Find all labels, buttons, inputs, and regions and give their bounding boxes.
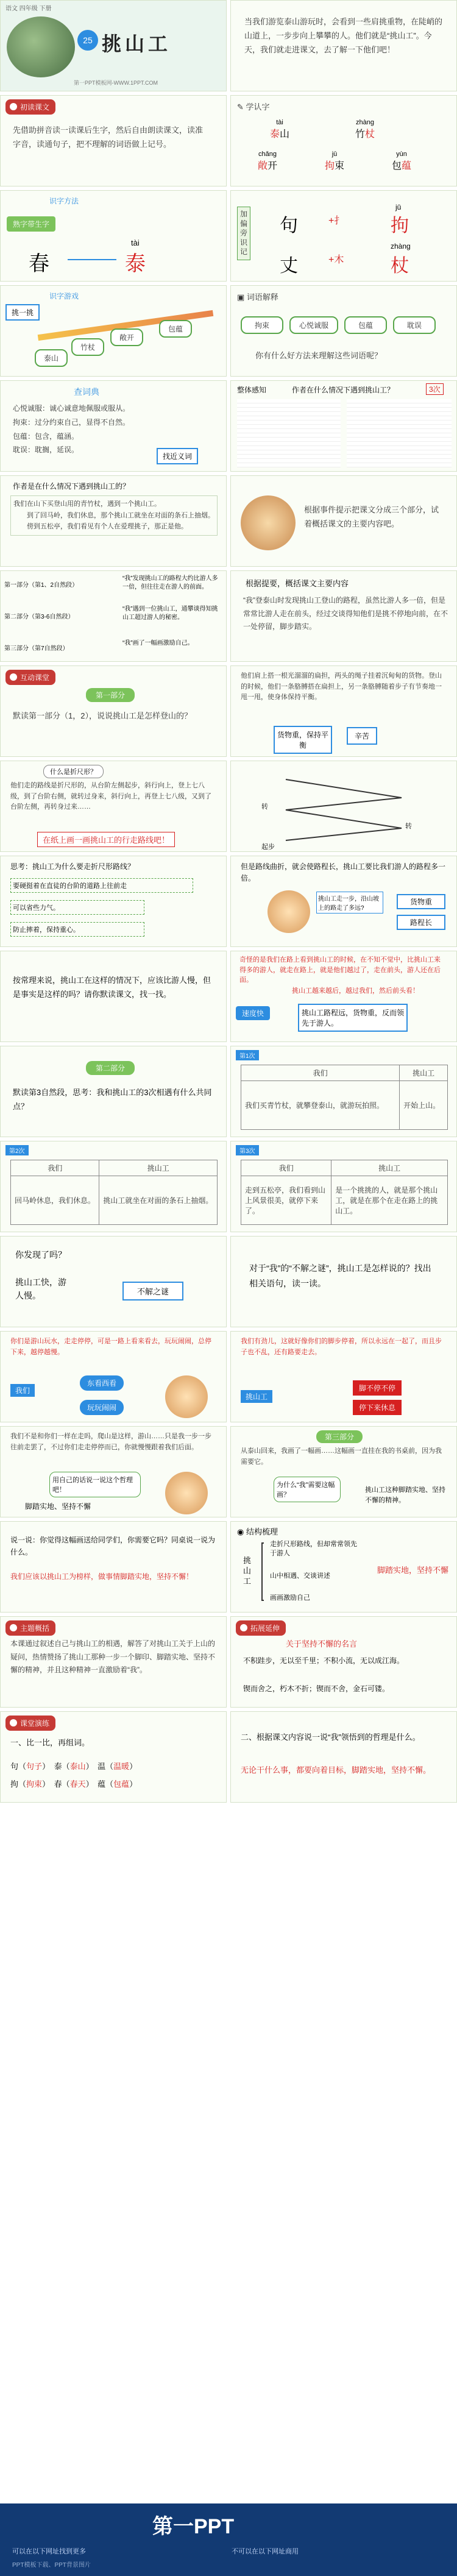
char-tai: 泰 xyxy=(125,252,146,275)
slide-34 xyxy=(230,1521,457,1613)
slide-16 xyxy=(230,665,457,757)
slide-7 xyxy=(0,285,227,377)
pen-icon: ✎ xyxy=(237,102,246,112)
summary: “我”登泰山时发现挑山工登山的路程，虽然比游人多一倍，但是常常比游人走在前头，经过交谈得知他们是挑不停地向前，在不一处停留，脚步踏实。 xyxy=(243,596,448,631)
section-title: ◉ 结构梳理 xyxy=(237,1527,278,1536)
slide-23 xyxy=(0,1046,227,1137)
slide-32 xyxy=(230,1426,457,1517)
char: 拘 xyxy=(391,216,409,236)
bubble: 玩玩闹闹 xyxy=(80,1400,124,1415)
website: 第一PPT模板网-WWW.1PPT.COM xyxy=(74,80,158,86)
pinyin: tài xyxy=(131,238,140,247)
structure-item: 山中相遇、交谈讲述 xyxy=(270,1572,330,1580)
question: 思考：挑山工为什么要走折尺形路线？ xyxy=(10,862,135,871)
comparison-table: 我们 挑山工 回马岭休息，我们休息。 挑山工就坐在对面的条石上抽烟。 xyxy=(10,1160,218,1225)
instruction: 按常理来说，挑山工在这样的情况下，应该比游人慢，但是事实是这样的吗？请你默读课文，找一找。 xyxy=(13,976,211,999)
question-bubble: 用自己的话说一说这个哲理吧！ xyxy=(49,1472,141,1497)
intro-text: 当我们游览泰山游玩时，会看到一些肩挑重物，在陡峭的山道上，一步步向上攀攀的人。他们就是“挑山工”。今天，我们就走进课文，去了解一下他们吧！ xyxy=(244,17,443,54)
quote: 锲而舍之，朽木不折；锲而不舍，金石可镂。 xyxy=(243,1684,390,1693)
center-node: 挑山工 xyxy=(243,1556,252,1586)
instruction: 对于“我”的“不解之谜”，挑山工是怎样说的？找出相关语句，读一读。 xyxy=(249,1263,431,1289)
question: 作者在什么情况下遇到挑山工？ xyxy=(292,386,395,394)
text: 但是路线曲折，就会使路程长，挑山工要比我们游人的路程多一倍。 xyxy=(241,862,446,883)
question: 默读第一部分（1，2），说说挑山工是怎样登山的？ xyxy=(13,711,192,720)
slide-2 xyxy=(230,0,457,91)
finding: 挑山工快，游人慢。 xyxy=(15,1277,66,1301)
label-box: 货物重，保持平衡 xyxy=(274,726,332,754)
speech-bubble: 挑山工走一步，沿山坡上的路走了多远? xyxy=(316,892,383,914)
illustration xyxy=(267,890,310,933)
section-tag: 拓展延伸 xyxy=(236,1620,286,1636)
char: 杖 xyxy=(391,256,409,276)
slide-4 xyxy=(230,95,457,186)
textbook-page-right xyxy=(347,399,452,467)
part-label: 第一部分（第1、2自然段） xyxy=(4,582,79,589)
book-icon: ▣ xyxy=(237,293,247,302)
quote: 从泰山回来，我画了一幅画……这幅画一直挂在我的书桌前，因为我需要它。 xyxy=(241,1447,442,1466)
radical: +木 xyxy=(328,255,344,265)
slide-30 xyxy=(230,1331,457,1422)
section-tag: 主题概括 xyxy=(5,1620,55,1636)
question: 你发现了吗？ xyxy=(15,1250,66,1260)
slide-15 xyxy=(0,665,227,757)
slide-18 xyxy=(230,761,457,852)
conclusion: 脚踏实地，坚持不懈 xyxy=(377,1566,449,1575)
label-box: 货物重 xyxy=(397,894,445,909)
zigzag-path-diagram xyxy=(267,767,420,846)
word-item: tài 泰山 xyxy=(269,119,290,140)
comparison-table: 我们 挑山工 走到五松亭，我们看到山上风景很美，就停下来了。 是一个挑挑的人，就是那个挑山工，就是在那个在走在路上的挑山工。 xyxy=(241,1160,448,1225)
book-header: 语文 四年级 下册 xyxy=(5,5,52,12)
label: 速度快 xyxy=(236,1006,270,1020)
structure-icon: ◉ xyxy=(237,1527,246,1536)
section-title: ▣ 词语解释 xyxy=(237,293,278,302)
slide-33 xyxy=(0,1521,227,1613)
label: 挑山工 xyxy=(241,1390,272,1403)
title: 查词典 xyxy=(74,387,99,397)
answer: 无论干什么事，都要向着目标，脚踏实地，坚持不懈。 xyxy=(241,1765,431,1775)
slide-25 xyxy=(0,1141,227,1232)
count-badge: 3次 xyxy=(426,383,444,395)
bubble: 东看西看 xyxy=(80,1375,124,1391)
slide-6 xyxy=(230,190,457,282)
method-label: 熟字带生字 xyxy=(7,216,55,232)
answer: 我们应该以挑山工为榜样，做事情脚踏实地，坚持不懈！ xyxy=(10,1572,194,1581)
game-card[interactable]: 敞开 xyxy=(110,328,143,346)
slide-28 xyxy=(230,1236,457,1327)
slide-5 xyxy=(0,190,227,282)
quote: 不积跬步，无以至千里；不积小流，无以成江海。 xyxy=(243,1656,405,1665)
subtitle: 第二部分 xyxy=(86,1061,135,1075)
answer: 可以省些力气。 xyxy=(10,900,144,915)
side-label: 加偏旁识记 xyxy=(237,207,250,260)
slide-10 xyxy=(230,380,457,472)
footer-link[interactable]: 不可以在以下网址商用 xyxy=(232,2548,299,2555)
slide-37 xyxy=(0,1711,227,1803)
theme-summary: 本课通过叙述自己与挑山工的相遇，解答了对挑山工关于上山的疑问，热情赞扬了挑山工那种一步一个脚印、脚踏实地、坚持不懈的精神，并且这种精神一直激励着“我”。 xyxy=(10,1639,216,1675)
method-title: 识字游戏 xyxy=(49,292,79,300)
title: 关于坚持不懈的名言 xyxy=(286,1639,358,1648)
word-item: yùn 包蕴 xyxy=(391,151,412,171)
game-start[interactable]: 挑一挑 xyxy=(5,304,40,321)
path-label: 转 xyxy=(405,823,412,830)
slide-1 xyxy=(0,0,227,91)
illustration xyxy=(165,1375,208,1418)
slide-3 xyxy=(0,95,227,186)
quote: 他们肩上搭一根光溜溜的扁担，两头的绳子挂着沉甸甸的货物。登山的时候，他们一条胳膊搭在扁担上，另一条胳膊随着步子有节奏地一甩一甩，使身体保持平衡。 xyxy=(241,672,442,701)
label-box: 路程长 xyxy=(397,915,445,930)
label-red: 脚不停不停 xyxy=(353,1380,402,1396)
part-text: “我”画了一幅画激励自己。 xyxy=(122,640,194,647)
question: 一、比一比，再组词。 xyxy=(10,1738,90,1747)
slide-31 xyxy=(0,1426,227,1517)
part-label: 第二部分（第3-6自然段） xyxy=(4,614,74,620)
slide-38 xyxy=(230,1711,457,1803)
question: 默读第3自然段，思考：我和挑山工的3次相遇有什么共同点？ xyxy=(13,1088,212,1112)
exercise-row: 拘（拘束） 春（春天） 蕴（包蕴） xyxy=(10,1779,138,1789)
slide-22 xyxy=(230,951,457,1042)
section-title: ✎ 学认字 xyxy=(237,102,270,112)
definitions: 心悦诚服：诚心诚意地佩服或服从。 拘束：过分约束自己，显得不自然。 包蕴：包含，蕴涵。 耽误：耽搁，延误。 xyxy=(13,404,130,455)
subtitle: 第一部分 xyxy=(86,688,135,702)
radical: +扌 xyxy=(328,216,344,226)
quote: 我们有劲儿，这就好像你们的脚步停着，所以永远在一起了，而且步子也不乱，还有路要走去。 xyxy=(241,1338,442,1356)
arrow xyxy=(68,259,116,260)
bracket xyxy=(261,1542,264,1601)
section-tag: 互动课堂 xyxy=(5,670,55,685)
label: 我们 xyxy=(10,1384,35,1397)
question-bubble: 为什么“我”需要这幅画？ xyxy=(274,1477,341,1502)
slide-26 xyxy=(230,1141,457,1232)
mountain-image xyxy=(7,16,75,77)
slide-17 xyxy=(0,761,227,852)
game-card[interactable]: 泰山 xyxy=(35,349,68,367)
part-label: 第三部分（第7自然段） xyxy=(4,645,69,652)
word-item: chǎng 敞开 xyxy=(257,151,278,171)
slide-20 xyxy=(230,856,457,947)
path-label: 转 xyxy=(261,803,268,811)
part-text: “我”遇到一位挑山工，通攀谈得知挑山工超过游人的秘密。 xyxy=(122,606,218,621)
question: 作者是在什么情况下遇到挑山工的？ xyxy=(13,482,130,491)
tag: 第2次 xyxy=(5,1145,29,1155)
brand-logo: 第一PPT xyxy=(152,2515,235,2538)
footer-sub: PPT模板下载、PPT背景图片 xyxy=(12,2562,91,2569)
method-title: 识字方法 xyxy=(49,197,79,205)
structure-item: 走折尺形路线，但却常常领先于游人 xyxy=(270,1541,357,1558)
quote-2: 挑山工越来越后，越过我们，然后前头看！ xyxy=(292,987,419,995)
quote: 他们走的路线是折尺形的，从台阶左侧起步，斜行向上，登上七八级，到了台阶右侧，就转过身来，斜行向上，再登上七八级，又到了台阶左侧，再转身过来…… xyxy=(10,782,211,811)
word-card[interactable]: 拘束 xyxy=(241,316,283,334)
illustration xyxy=(241,495,296,550)
label-red: 停下来休息 xyxy=(353,1400,402,1415)
word-card[interactable]: 包蕴 xyxy=(344,316,387,334)
word-card[interactable]: 心悦诚服 xyxy=(289,316,338,334)
reading-instruction: 先借助拼音读一读课后生字，然后自由朗读课文，读准字音，读通句子，把不理解的词语做上记号。 xyxy=(13,126,204,149)
question: 什么是折尺形？ xyxy=(43,765,104,778)
title: 根据提要，概括课文主要内容 xyxy=(246,579,349,588)
quote: 奇怪的是我们在路上看到挑山工的时候，在不知不觉中，比挑山工来得多的游人，就走在路上，就是他们越过了，走在前头，游人还在后面。 xyxy=(239,956,441,984)
mystery-box: 不解之谜 xyxy=(122,1282,183,1300)
task: 在纸上画一画挑山工的行走路线吧！ xyxy=(37,832,175,847)
section-tag: 整体感知 xyxy=(237,386,267,394)
question: 二、根据课文内容说一说“我”领悟到的哲理是什么。 xyxy=(241,1733,420,1742)
path-label: 起步 xyxy=(261,843,275,851)
subtitle: 第三部分 xyxy=(316,1430,363,1443)
comparison-table: 我们 挑山工 我们买青竹杖，就攀登泰山，就游玩拍照。 开始上山。 xyxy=(241,1065,448,1130)
instruction: 根据事件提示把课文分成三个部分，试着概括课文的主要内容吧。 xyxy=(304,505,439,529)
structure-item: 画画激励自己 xyxy=(270,1594,310,1602)
label-box: 辛苦 xyxy=(347,727,377,745)
slide-29 xyxy=(0,1331,227,1422)
textbook-page-left xyxy=(237,399,341,467)
question: 你有什么好方法来理解这些词语呢？ xyxy=(255,351,383,360)
answer: 防止摔着，保持重心。 xyxy=(10,922,144,937)
tag: 第3次 xyxy=(236,1145,259,1155)
slide-21 xyxy=(0,951,227,1042)
question: 说一说：你觉得这幅画送给同学们，你需要它吗？同桌说一说为什么。 xyxy=(10,1536,216,1557)
slide-9 xyxy=(0,380,227,472)
section-tag: 课堂演练 xyxy=(5,1716,55,1731)
exercise-row: 句（句子） 泰（泰山） 温（温暖） xyxy=(10,1762,138,1771)
char: 句 xyxy=(280,216,298,236)
pinyin: zhàng xyxy=(391,242,411,250)
game-card[interactable]: 竹杖 xyxy=(71,338,104,356)
footer-link[interactable]: 可以在以下网址找到更多 xyxy=(12,2548,86,2555)
answer-box: 挑山工路程远，货物重，反而领先于游人。 xyxy=(298,1004,408,1032)
slide-12 xyxy=(230,475,457,567)
exercise-rows xyxy=(10,1758,218,1793)
word-card[interactable]: 耽误 xyxy=(393,316,436,334)
slide-36 xyxy=(230,1616,457,1708)
slide-27 xyxy=(0,1236,227,1327)
answer: 要硬挺着在直徒的台阶的道路上往前走 xyxy=(10,878,193,893)
footer-banner xyxy=(0,2503,457,2576)
char-chun: 春 xyxy=(29,252,49,275)
slide-24 xyxy=(230,1046,457,1137)
slide-13 xyxy=(0,570,227,662)
game-card[interactable]: 包蕴 xyxy=(159,320,192,338)
slide-8 xyxy=(230,285,457,377)
char: 丈 xyxy=(280,256,298,276)
synonym-button[interactable]: 找近义词 xyxy=(157,448,198,464)
word-item: jū 拘束 xyxy=(324,151,345,171)
part-text: “我”发现挑山工的路程大约比游人多一倍，但往往走在游人的前面。 xyxy=(122,575,218,591)
tag: 第1次 xyxy=(236,1050,259,1060)
illustration xyxy=(165,1472,208,1514)
slide-11 xyxy=(0,475,227,567)
quote: 你们是游山玩水，走走停停，可是一路上看来看去，玩玩闹闹，总停下来，越停越慢。 xyxy=(10,1338,211,1356)
quote: 我们不是和你们一样在走吗，爬山是这样，游山……只是我一步一步往前走罢了，不过你们走走停停而已，你就慢慢跟着我们后面。 xyxy=(10,1433,211,1451)
answer: 脚踏实地、坚持不懈 xyxy=(25,1502,91,1511)
answer: 挑山工这种脚踏实地、坚持不懈的精神。 xyxy=(365,1486,445,1504)
word-item: zhàng 竹杖 xyxy=(355,119,375,140)
pinyin: jū xyxy=(395,203,402,211)
lesson-title: 挑山工 xyxy=(102,33,172,55)
lesson-number: 25 xyxy=(77,30,98,51)
slide-14 xyxy=(230,570,457,662)
slide-35 xyxy=(0,1616,227,1708)
slide-19 xyxy=(0,856,227,947)
section-tag: 初读课文 xyxy=(5,99,55,115)
quote: 我们在山下买登山用的青竹杖，遇到一个挑山工。 到了回马岭，我们休息，那个挑山工就坐在对面的条石上抽烟。 傍到五松亭，我们看见有个人在爱理挑子，那正是他。 xyxy=(10,495,218,536)
